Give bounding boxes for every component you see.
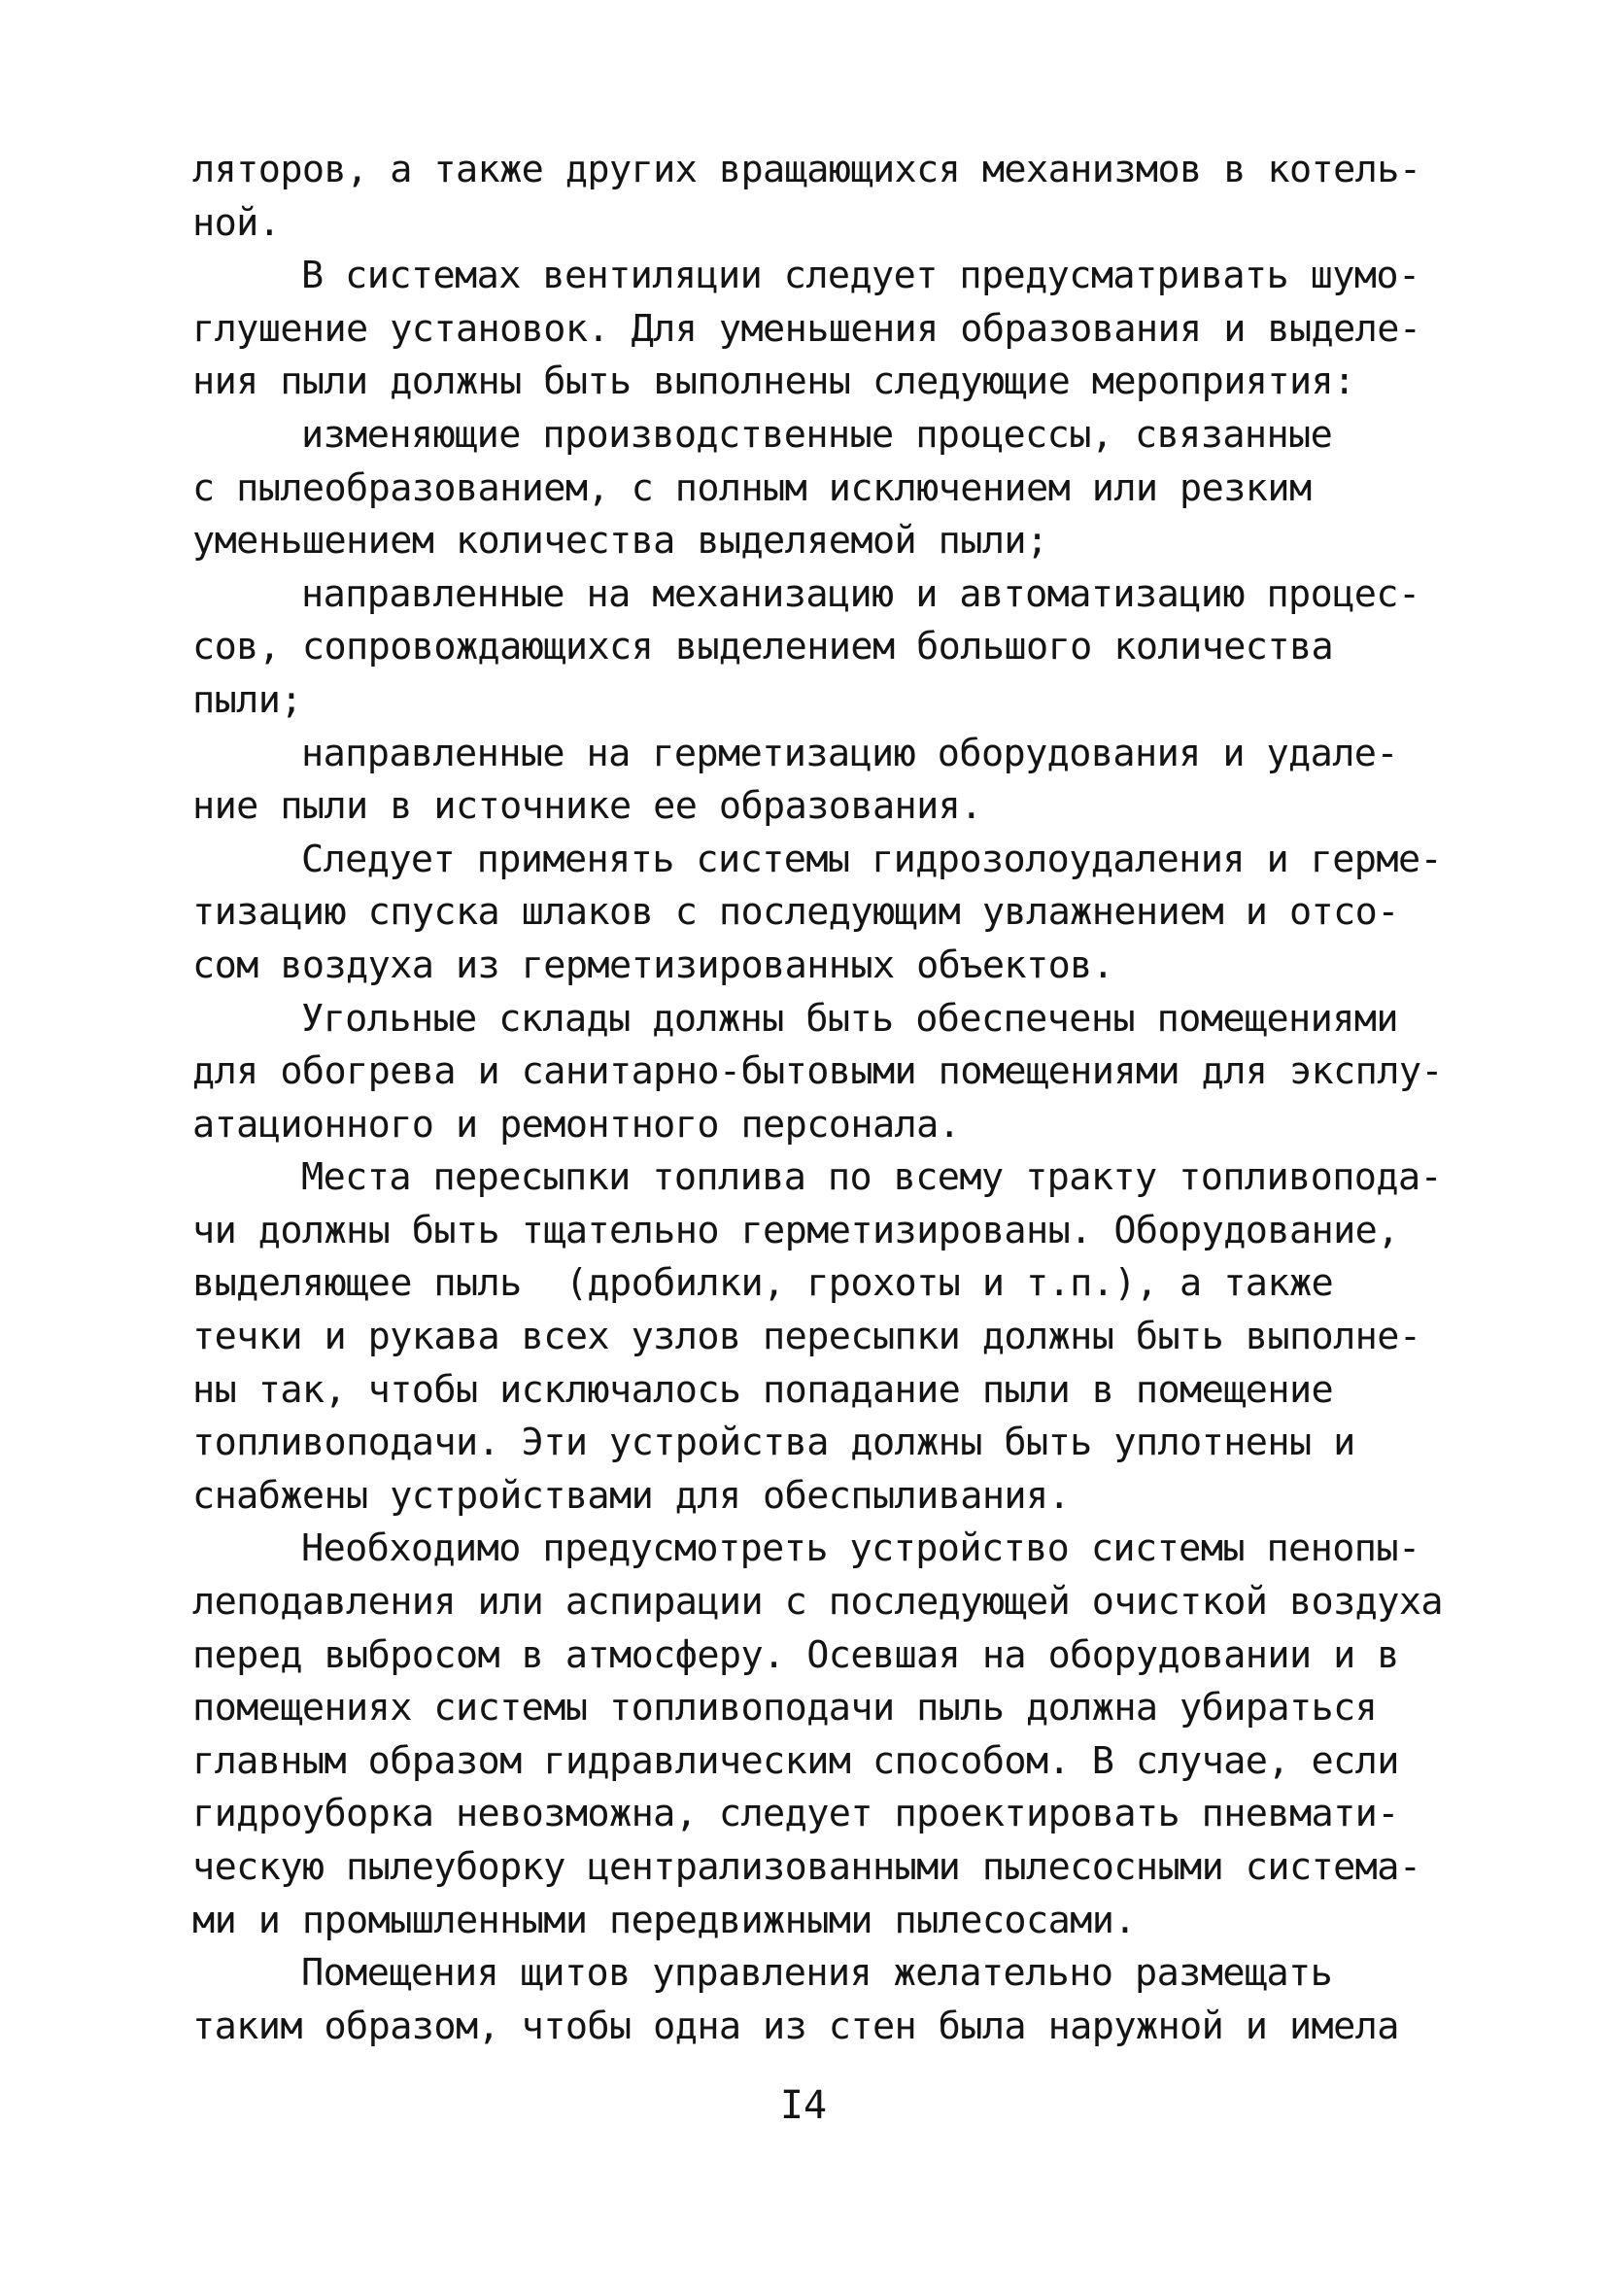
text-line: ляторов, а также других вращающихся механизмов в котель- [192,148,1421,191]
text-line: направленные на механизацию и автоматизацию процес- [301,571,1420,616]
text-line: пыли; [192,677,302,722]
text-line: тизацию спуска шлаков с последующим увлажнением и отсо- [192,890,1399,935]
text-line: ческую пылеуборку централизованными пылесосными система- [192,1845,1421,1889]
text-line: Следует применять системы гидрозолоудаления и герме- [301,837,1443,881]
text-line: изменяющие производственные процессы, связанные [301,412,1333,457]
text-line: Места пересыпки топлива по всему тракту топливопода- [301,1155,1443,1200]
text-line: главным образом гидравлическим способом. В случае, если [192,1738,1399,1783]
text-line: перед выбросом в атмосферу. Осевшая на оборудовании и в [192,1632,1399,1677]
text-line: атационного и ремонтного персонала. [192,1102,961,1147]
text-line: направленные на герметизацию оборудования и удале- [301,731,1398,775]
text-line: помещениях системы топливоподачи пыль должна убираться [192,1686,1378,1731]
text-line: Необходимо предусмотреть устройство системы пенопы- [301,1526,1420,1571]
text-line: ния пыли должны быть выполнены следующие мероприятия: [192,360,1355,404]
text-line: выделяющее пыль (дробилки, грохоты и т.п.), а также [192,1261,1334,1306]
text-line: Угольные склады должны быть обеспечены помещениями [301,996,1398,1041]
text-line: ми и промышленными передвижными пылесосами. [192,1898,1136,1942]
text-line: ной. [192,200,281,245]
text-line: ние пыли в источнике ее образования. [192,784,982,829]
text-line: топливоподачи. Эти устройства должны быть уплотнены и [192,1421,1355,1465]
text-line: гидроуборка невозможна, следует проектировать пневмати- [192,1792,1399,1836]
text-line: с пылеобразованием, с полным исключением или резким [192,465,1312,510]
text-line: уменьшением количества выделяемой пыли; [192,519,1048,564]
page-number: I4 [779,2083,828,2128]
text-line: сов, сопровождающихся выделением большого количества [192,625,1334,669]
text-line: В системах вентиляции следует предусматривать шумо- [301,254,1420,298]
text-line: для обогрева и санитарно-бытовыми помещениями для эксплу- [192,1049,1444,1094]
body-text [192,144,1446,2053]
text-line: течки и рукава всех узлов пересыпки должны быть выполне- [192,1315,1421,1359]
text-line: таким образом, чтобы одна из стен была наружной и имела [192,2004,1399,2048]
text-line: Помещения щитов управления желательно размещать [301,1951,1333,1996]
text-line: чи должны быть тщательно герметизированы. Оборудование, [192,1208,1399,1252]
text-line: глушение установок. Для уменьшения образования и выделе- [192,306,1421,351]
text-line: снабжены устройствами для обеспыливания. [192,1473,1071,1518]
text-line: леподавления или аспирации с последующей очисткой воздуха [192,1580,1444,1625]
text-line: сом воздуха из герметизированных объектов. [192,942,1114,987]
text-line: ны так, чтобы исключалось попадание пыли в помещение [192,1367,1334,1412]
